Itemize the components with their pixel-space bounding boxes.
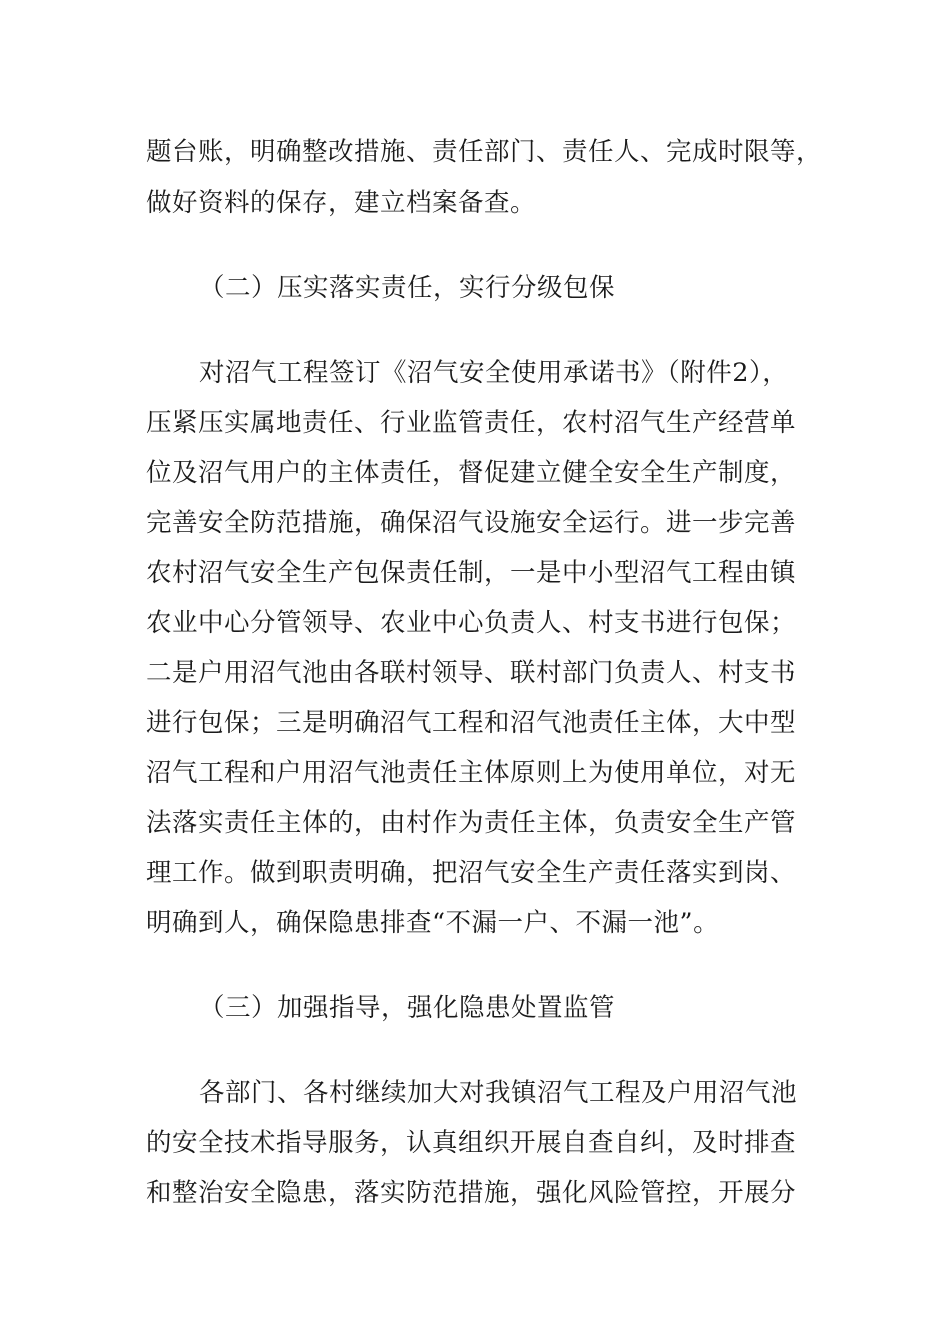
paragraph-line: 题台账，明确整改措施、责任部门、责任人、完成时限等， — [146, 137, 823, 167]
paragraph-line: 对沼气工程签订《沼气安全使用承诺书》（附件2）， — [199, 358, 789, 388]
paragraph-line: 农业中心分管领导、农业中心负责人、村支书进行包保； — [146, 608, 797, 638]
paragraph-line: 农村沼气安全生产包保责任制，一是中小型沼气工程由镇 — [146, 558, 797, 588]
paragraph-line: 压紧压实属地责任、行业监管责任，农村沼气生产经营单 — [146, 408, 797, 438]
paragraph-line: 法落实责任主体的，由村作为责任主体，负责安全生产管 — [146, 808, 797, 838]
paragraph-line: 各部门、各村继续加大对我镇沼气工程及户用沼气池 — [199, 1078, 798, 1108]
section-heading: （三）加强指导，强化隐患处置监管 — [199, 993, 616, 1023]
paragraph-line: 理工作。做到职责明确，把沼气安全生产责任落实到岗、 — [146, 858, 797, 888]
paragraph-line: 的安全技术指导服务，认真组织开展自查自纠，及时排查 — [146, 1128, 797, 1158]
paragraph-line: 位及沼气用户的主体责任，督促建立健全安全生产制度， — [146, 458, 797, 488]
paragraph-line: 做好资料的保存，建立档案备查。 — [146, 188, 537, 218]
paragraph-line: 进行包保；三是明确沼气工程和沼气池责任主体，大中型 — [146, 708, 797, 738]
paragraph-line: 明确到人，确保隐患排查“不漏一户、不漏一池”。 — [146, 908, 720, 938]
paragraph-line: 二是户用沼气池由各联村领导、联村部门负责人、村支书 — [146, 658, 797, 688]
paragraph-line: 沼气工程和户用沼气池责任主体原则上为使用单位，对无 — [146, 758, 797, 788]
paragraph-line: 和整治安全隐患，落实防范措施，强化风险管控，开展分 — [146, 1178, 797, 1208]
paragraph-line: 完善安全防范措施，确保沼气设施安全运行。进一步完善 — [146, 508, 797, 538]
section-heading: （二）压实落实责任，实行分级包保 — [199, 273, 616, 303]
